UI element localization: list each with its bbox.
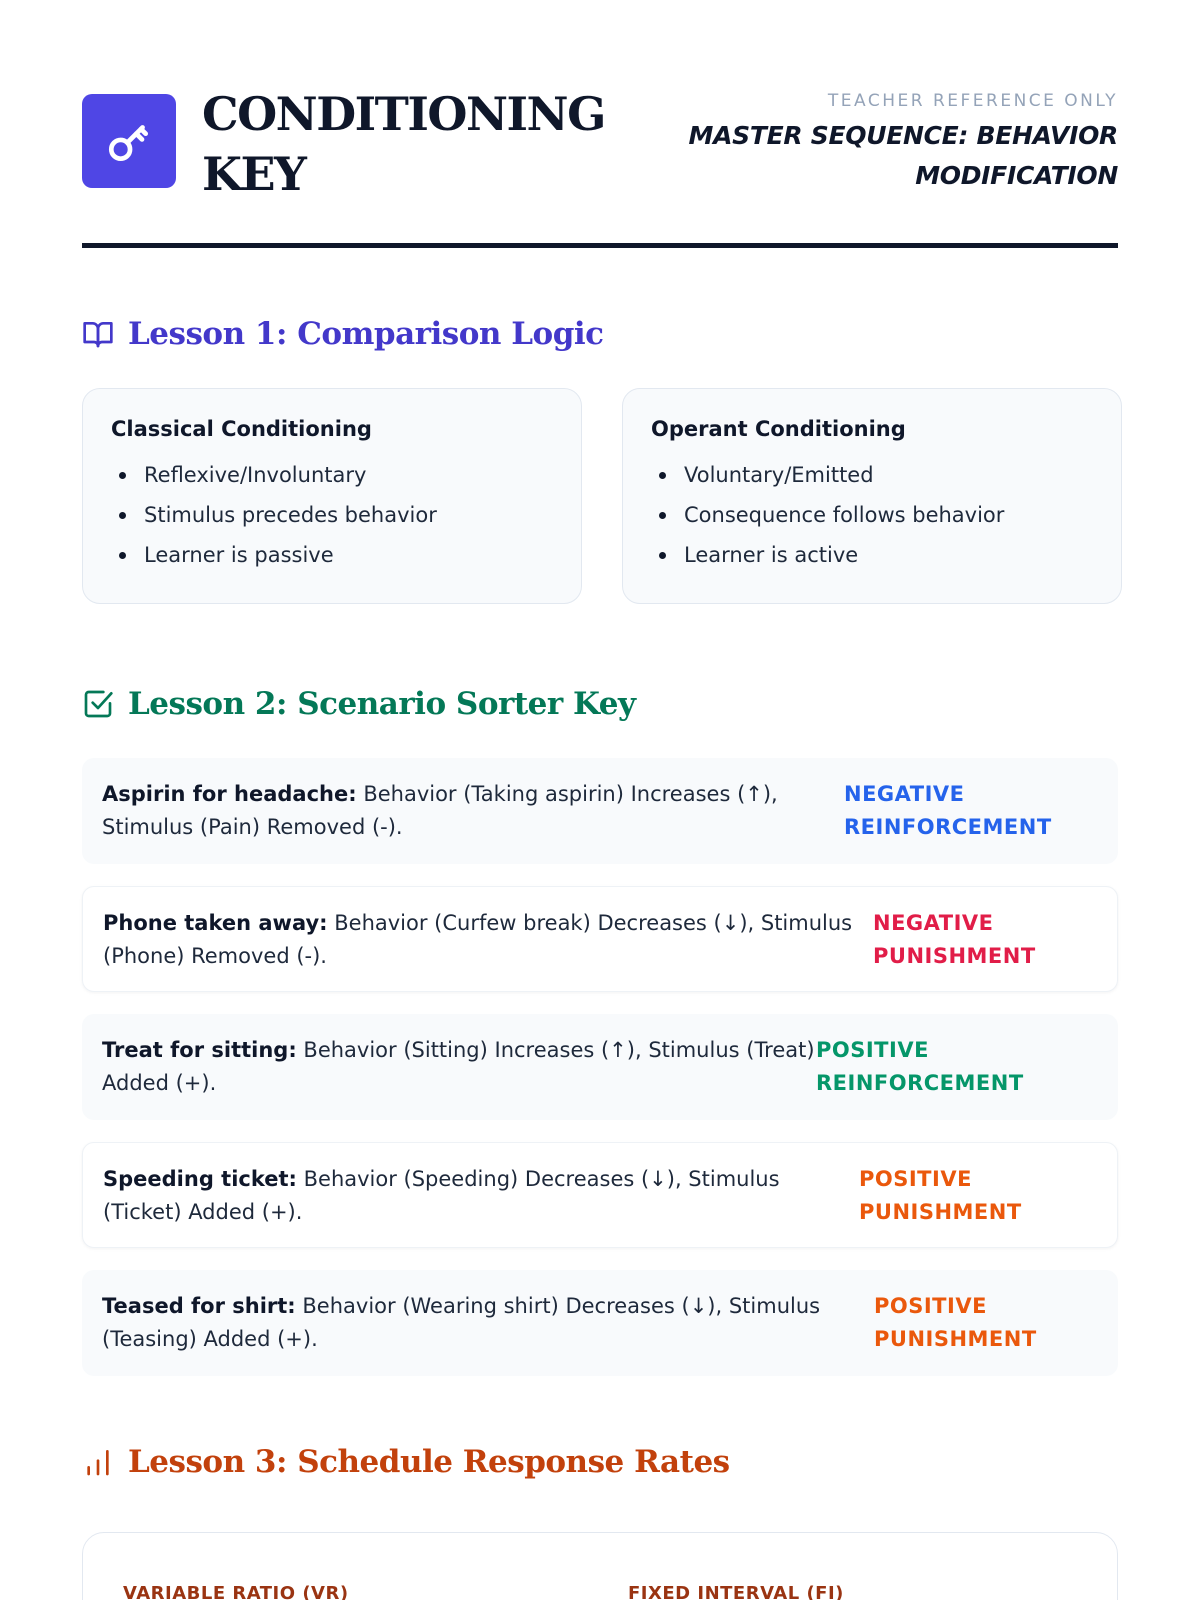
scenario-description	[102, 778, 844, 844]
lesson-2-title: Lesson 2: Scenario Sorter Key	[128, 686, 636, 722]
lesson-1-title: Lesson 1: Comparison Logic	[128, 316, 604, 352]
card-title: Operant Conditioning	[651, 417, 906, 441]
scenario-row	[82, 1014, 1118, 1120]
scenario-row	[82, 886, 1118, 992]
card-list	[111, 455, 553, 575]
card-title: Classical Conditioning	[111, 417, 372, 441]
scenario-description	[103, 1163, 859, 1229]
scenario-label: Teased for shirt:	[102, 1294, 296, 1318]
scenario-row	[82, 1270, 1118, 1376]
schedule-card	[82, 1532, 1118, 1600]
scenario-label: Speeding ticket:	[103, 1167, 297, 1191]
scenario-description	[102, 1290, 874, 1356]
list-item: Stimulus precedes behavior	[111, 495, 553, 535]
header	[82, 0, 1118, 248]
scenario-text: Behavior (Curfew break) Decreases (↓), Stimulus (Phone) Removed (-).	[103, 911, 853, 968]
list-item: Reflexive/Involuntary	[111, 455, 553, 495]
scenario-text: Behavior (Wearing shirt) Decreases (↓), Stimulus (Teasing) Added (+).	[102, 1294, 821, 1351]
operant-card	[622, 388, 1122, 604]
bar-chart-icon	[82, 1446, 114, 1478]
key-icon	[104, 116, 154, 166]
list-item: Consequence follows behavior	[651, 495, 1093, 535]
lesson-3-title: Lesson 3: Schedule Response Rates	[128, 1444, 730, 1480]
scenario-description	[103, 907, 873, 973]
lesson-3-heading	[82, 1444, 730, 1480]
scenario-verdict: POSITIVE REINFORCEMENT	[816, 1038, 1024, 1095]
list-item: Voluntary/Emitted	[651, 455, 1093, 495]
scenario-verdict: POSITIVE PUNISHMENT	[859, 1167, 1022, 1224]
scenario-row	[82, 1142, 1118, 1248]
scenario-verdict: POSITIVE PUNISHMENT	[874, 1294, 1037, 1351]
scenario-label: Treat for sitting:	[102, 1038, 297, 1062]
schedule-label-vr: VARIABLE RATIO (VR)	[123, 1583, 349, 1600]
scenario-text: Behavior (Speeding) Decreases (↓), Stimulus (Ticket) Added (+).	[103, 1167, 780, 1224]
list-item: Learner is passive	[111, 535, 553, 575]
check-square-icon	[82, 688, 114, 720]
scenario-verdict: NEGATIVE PUNISHMENT	[873, 911, 1036, 968]
scenario-text: Behavior (Taking aspirin) Increases (↑), Stimulus (Pain) Removed (-).	[102, 782, 778, 839]
logo	[82, 94, 176, 188]
scenario-label: Aspirin for headache:	[102, 782, 357, 806]
reference-block	[658, 90, 1118, 196]
scenario-description	[102, 1034, 816, 1100]
classical-card	[82, 388, 582, 604]
sequence-title: MASTER SEQUENCE: BEHAVIOR MODIFICATION	[688, 121, 1118, 190]
scenario-row	[82, 758, 1118, 864]
scenario-label: Phone taken away:	[103, 911, 328, 935]
lesson-1-heading	[82, 316, 604, 352]
list-item: Learner is active	[651, 535, 1093, 575]
reference-label: TEACHER REFERENCE ONLY	[827, 91, 1118, 111]
scenario-text: Behavior (Sitting) Increases (↑), Stimulus (Treat) Added (+).	[102, 1038, 815, 1095]
book-open-icon	[82, 318, 114, 350]
schedule-label-fi: FIXED INTERVAL (FI)	[628, 1583, 844, 1600]
page-title: CONDITIONING KEY	[202, 87, 605, 201]
card-list	[651, 455, 1093, 575]
scenario-verdict: NEGATIVE REINFORCEMENT	[844, 782, 1052, 839]
lesson-2-heading	[82, 686, 636, 722]
